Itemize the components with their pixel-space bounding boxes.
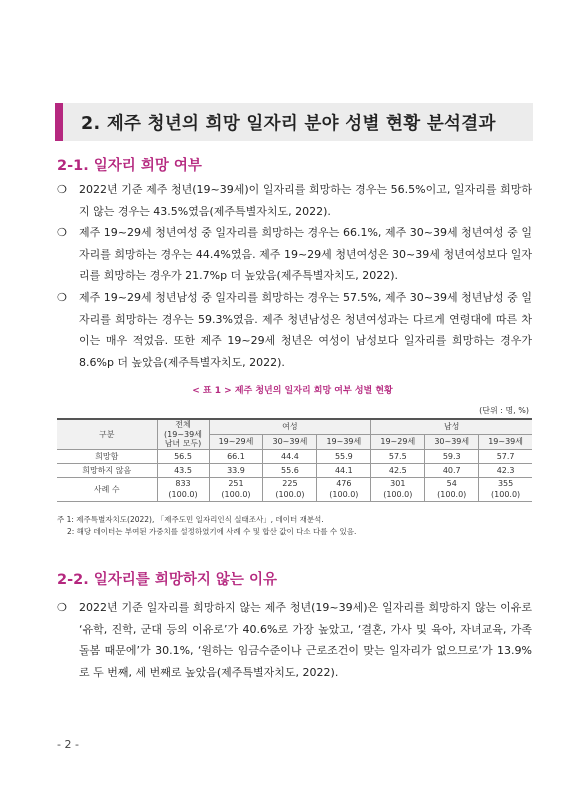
job-hope-table: [57, 418, 532, 502]
table-unit: (단위 : 명, %): [479, 406, 529, 415]
bullet-paragraph-4: [57, 597, 532, 683]
header-age: 30~39세: [425, 434, 479, 449]
table-cell: 59.3: [425, 449, 479, 463]
table-cell: 57.5: [371, 449, 425, 463]
table-cell: 33.9: [209, 463, 263, 477]
table-row: [57, 477, 532, 501]
table-row: [57, 449, 532, 463]
bullet-paragraph-2: [57, 222, 532, 287]
header-age: 19~39세: [479, 434, 532, 449]
page-number: - 2 -: [57, 738, 79, 751]
header-age: 19~29세: [371, 434, 425, 449]
table-caption: < 표 1 > 제주 청년의 일자리 희망 여부 성별 현황: [192, 386, 393, 396]
bullet-text: 2022년 기준 일자리를 희망하지 않는 제주 청년(19~39세)은 일자리를 희망하지 않는 이유로 ‘유학, 진학, 군대 등의 이유로’가 40.6%로 가장 높았고, ‘결혼, 가사 및 육아, 자녀교육, 가족 돌봄 때문에’가 30.1%, ‘원하는 임금수준이나 근로조건이 맞는 일자리가 없으므로’가 13.9%로 두 번째, 세 번째로 높았음(제주특별자치도, 2022).: [79, 601, 532, 679]
table-row: [57, 463, 532, 477]
table-cell: 43.5: [157, 463, 209, 477]
table-cell: 66.1: [209, 449, 263, 463]
header-age: 19~39세: [317, 434, 371, 449]
table-note: 주 1: 제주특별자치도(2022), 「제주도민 일자리인식 실태조사」, 데이터 재분석.: [57, 515, 324, 524]
table-cell: 225 (100.0): [263, 477, 317, 501]
section-heading-2: 2-2. 일자리를 희망하지 않는 이유: [57, 572, 277, 588]
table-note: 2: 해당 데이터는 부여된 가중치를 설정하였기에 사례 수 및 합산 값이 다소 다를 수 있음.: [67, 527, 357, 536]
bullet-circle-icon: ❍: [57, 291, 67, 304]
bullet-paragraph-1: [57, 179, 532, 222]
table-notes: [57, 514, 356, 538]
bullet-text: 제주 19~29세 청년여성 중 일자리를 희망하는 경우는 66.1%, 제주 30~39세 청년여성 중 일자리를 희망하는 경우는 44.4%였음. 제주 19~29세 청년여성은 30~39세 청년여성보다 일자리를 희망하는 경우가 21.7%p 더 높았음(제주특별자치도, 2022).: [79, 226, 532, 282]
header-male: 남성: [371, 419, 532, 434]
table-cell: 40.7: [425, 463, 479, 477]
row-label: 희망하지 않음: [57, 463, 157, 477]
header-total: 전체 (19~39세 남녀 모두): [157, 419, 209, 449]
table-cell: 54 (100.0): [425, 477, 479, 501]
table-cell: 44.1: [317, 463, 371, 477]
bullet-circle-icon: ❍: [57, 226, 67, 239]
chapter-title: 2. 제주 청년의 희망 일자리 분야 성별 현황 분석결과: [81, 113, 496, 134]
bullet-paragraph-3: [57, 287, 532, 373]
table-cell: 57.7: [479, 449, 532, 463]
table-cell: 476 (100.0): [317, 477, 371, 501]
bullet-text: 2022년 기준 제주 청년(19~39세)이 일자리를 희망하는 경우는 56.5%이고, 일자리를 희망하지 않는 경우는 43.5%였음(제주특별자치도, 2022).: [79, 183, 532, 218]
section-heading-1: 2-1. 일자리 희망 여부: [57, 158, 202, 174]
table-cell: 833 (100.0): [157, 477, 209, 501]
header-age: 19~29세: [209, 434, 263, 449]
row-label: 사례 수: [57, 477, 157, 501]
table-cell: 42.3: [479, 463, 532, 477]
table-cell: 55.9: [317, 449, 371, 463]
header-female: 여성: [209, 419, 371, 434]
bullet-circle-icon: ❍: [57, 183, 67, 196]
row-label: 희망함: [57, 449, 157, 463]
chapter-title-bar: [55, 103, 533, 141]
bullet-text: 제주 19~29세 청년남성 중 일자리를 희망하는 경우는 57.5%, 제주 30~39세 청년남성 중 일자리를 희망하는 경우는 59.3%였음. 제주 청년남성은 청년여성과는 다르게 연령대에 따른 차이는 매우 적었음. 또한 제주 19~29세 청년은 여성이 남성보다 일자리를 희망하는 경우가 8.6%p 더 높았음(제주특별자치도, 2022).: [79, 291, 532, 369]
table-cell: 55.6: [263, 463, 317, 477]
table-cell: 355 (100.0): [479, 477, 532, 501]
table-cell: 44.4: [263, 449, 317, 463]
table-cell: 42.5: [371, 463, 425, 477]
bullet-circle-icon: ❍: [57, 601, 67, 614]
header-age: 30~39세: [263, 434, 317, 449]
table-cell: 301 (100.0): [371, 477, 425, 501]
table-cell: 251 (100.0): [209, 477, 263, 501]
header-gubun: 구분: [57, 419, 157, 449]
table-cell: 56.5: [157, 449, 209, 463]
